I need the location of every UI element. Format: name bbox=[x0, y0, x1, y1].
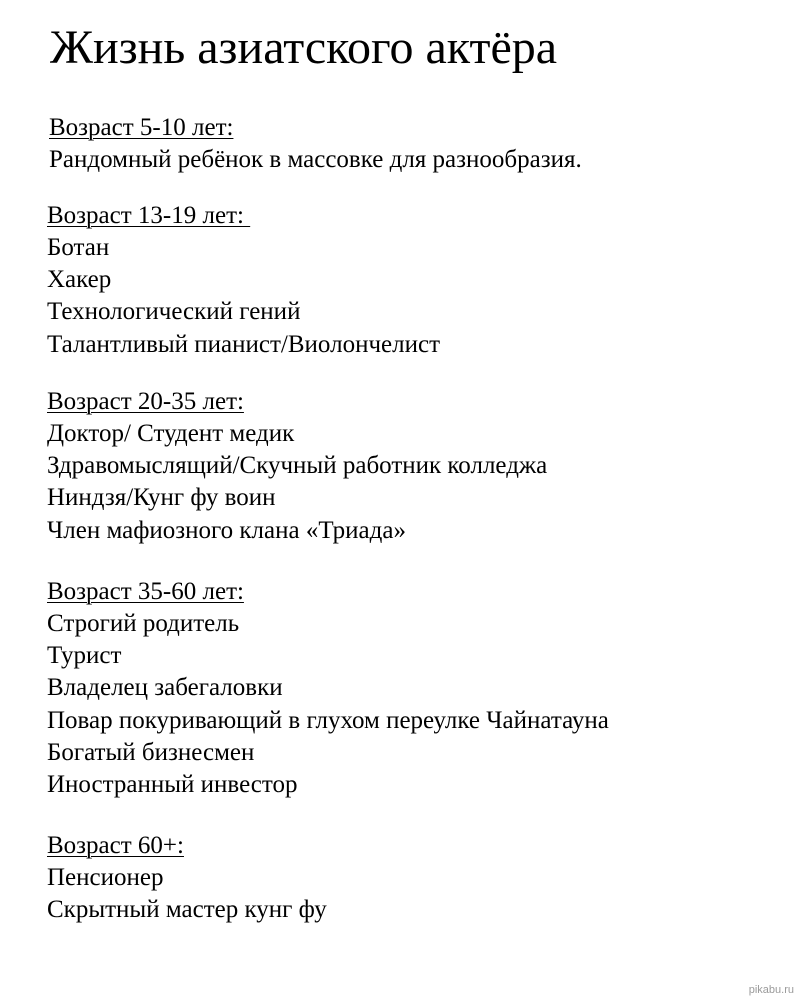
role-item: Ботан bbox=[47, 234, 110, 261]
role-item: Владелец забегаловки bbox=[47, 674, 283, 702]
role-list bbox=[47, 232, 787, 361]
role-item: Иностранный инвестор bbox=[47, 771, 298, 799]
section-age-5-10 bbox=[49, 112, 789, 176]
role-item: Технологический гений bbox=[47, 298, 301, 326]
role-item: Пенсионер bbox=[47, 864, 164, 891]
role-item: Турист bbox=[47, 642, 122, 670]
role-list bbox=[47, 862, 787, 926]
role-item: Здравомыслящий/Скучный работник колледжа bbox=[47, 452, 548, 480]
role-item: Скрытный мастер кунг фу bbox=[47, 896, 327, 924]
watermark: pikabu.ru bbox=[748, 984, 794, 996]
role-item: Ниндзя/Кунг фу воин bbox=[47, 484, 276, 512]
section-age-20-35 bbox=[47, 386, 787, 547]
role-list bbox=[47, 418, 787, 547]
section-age-13-19 bbox=[47, 200, 787, 361]
section-age-60-plus bbox=[47, 830, 787, 926]
section-heading: Возраст 35-60 лет: bbox=[47, 578, 244, 605]
role-item: Талантливый пианист/Виолончелист bbox=[47, 330, 441, 358]
role-item: Член мафиозного клана «Триада» bbox=[47, 516, 406, 544]
role-item: Хакер bbox=[47, 266, 112, 294]
role-item: Доктор/ Студент медик bbox=[47, 420, 295, 447]
role-item: Богатый бизнесмен bbox=[47, 738, 255, 766]
role-item: Повар покуривающий в глухом переулке Чайнатауна bbox=[47, 706, 609, 734]
section-heading: Возраст 20-35 лет: bbox=[47, 388, 244, 415]
section-heading: Возраст 5-10 лет: bbox=[49, 114, 234, 141]
role-list bbox=[47, 608, 787, 801]
role-item: Рандомный ребёнок в массовке для разнообразия. bbox=[49, 146, 582, 173]
role-item: Строгий родитель bbox=[47, 610, 240, 637]
section-age-35-60 bbox=[47, 576, 787, 801]
section-heading: Возраст 60+: bbox=[47, 832, 184, 859]
role-list bbox=[49, 144, 789, 176]
page-title: Жизнь азиатского актёра bbox=[50, 21, 558, 74]
section-heading: Возраст 13-19 лет: bbox=[47, 202, 251, 229]
